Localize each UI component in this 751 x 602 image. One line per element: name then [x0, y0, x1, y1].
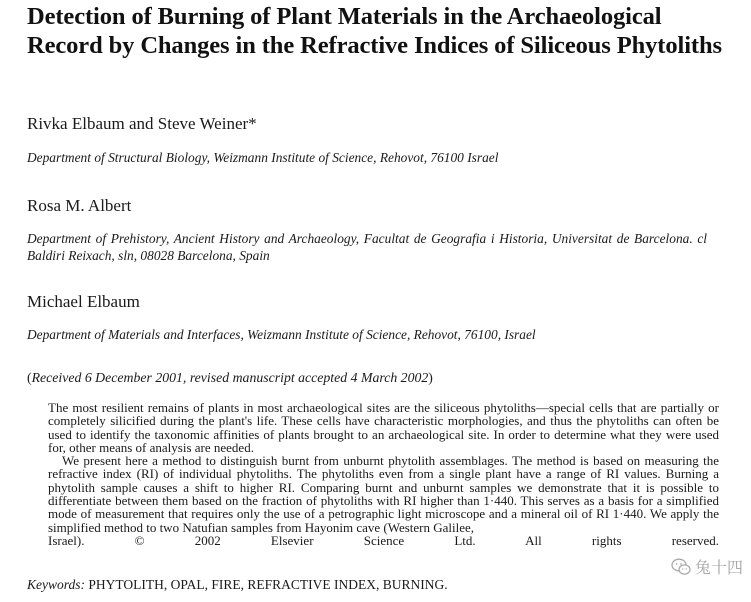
- received-text: Received 6 December 2001, revised manuscript accepted 4 March 2002: [31, 370, 429, 385]
- author-names-3: Michael Elbaum: [27, 292, 140, 311]
- abstract-last-line-text: Israel).: [48, 532, 85, 548]
- author-names-1: Rivka Elbaum and Steve Weiner*: [27, 114, 257, 133]
- keywords-list: PHYTOLITH, OPAL, FIRE, REFRACTIVE INDEX, BURNING.: [88, 577, 448, 592]
- received-close-paren: ): [428, 370, 433, 385]
- abstract-last-line: [48, 534, 719, 547]
- abstract-paragraph-2: We present here a method to distinguish burnt from unburnt phytolith assemblages. The method is based on measuring the refractive index (RI) of individual phytoliths. The phytoliths even from a single plant have a range of RI values. Burning a phytolith sample causes a shift to higher RI. Comparing burnt and unburnt samples we demonstrate that it is possible to differentiate between them based on the fraction of phytoliths with RI higher than 1·440. This serves as a basis for a simplified mode of measurement that requires only the use of a petrographic light microscope and a mineral oil of RI 1·440. We apply the simplified method to two Natufian samples from Hayonim cave (Western Galilee,: [48, 453, 719, 535]
- received-open-paren: (: [27, 370, 32, 385]
- keywords-line: [27, 576, 448, 593]
- keywords-label: Keywords:: [27, 577, 85, 592]
- abstract: [48, 401, 719, 547]
- copyright-notice: © 2002 Elsevier Science Ltd. All rights reserved.: [134, 532, 720, 548]
- author-names-2: Rosa M. Albert: [27, 196, 132, 215]
- author-affiliation-3: Department of Materials and Interfaces, Weizmann Institute of Science, Rehovot, 76100, Israel: [27, 327, 536, 342]
- wechat-icon: [671, 558, 691, 576]
- received-dates: [27, 369, 433, 386]
- paper-title: Detection of Burning of Plant Materials in the Archaeological Record by Changes in the Refractive Indices of Siliceous Phytoliths: [27, 3, 722, 59]
- watermark-text: 兔十四: [694, 558, 743, 577]
- abstract-paragraph-1: The most resilient remains of plants in most archaeological sites are the siliceous phytoliths—special cells that are partially or completely silicified during the plant's life. These cells have characteristic morphologies, and thus the phytoliths can often be used to identify the taxonomic affinities of plants brought to an archaeological site. In order to determine what they were used for, other means of analysis are needed.: [48, 400, 719, 455]
- author-affiliation-1: Department of Structural Biology, Weizmann Institute of Science, Rehovot, 76100 Israel: [27, 150, 499, 165]
- watermark: [671, 555, 743, 578]
- author-affiliation-2: Department of Prehistory, Ancient History and Archaeology, Facultat de Geografia i Historia, Universitat de Barcelona. cl Baldiri Reixach, sln, 08028 Barcelona, Spain: [27, 231, 707, 263]
